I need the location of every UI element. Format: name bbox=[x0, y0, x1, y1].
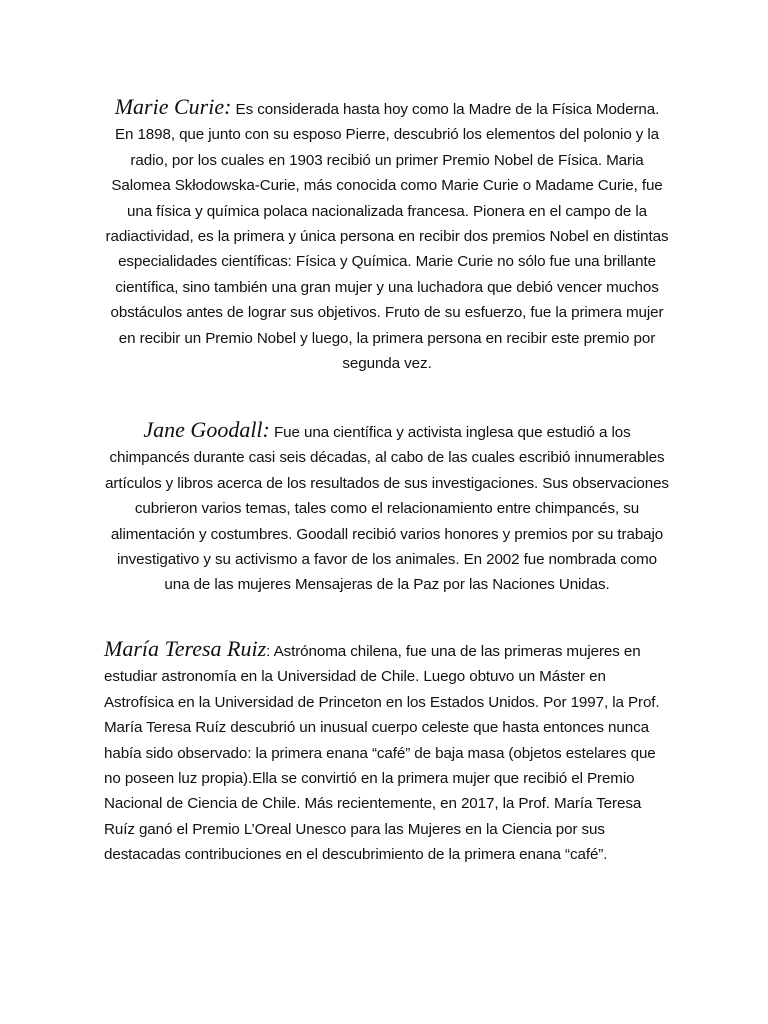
biography-name-heading: Jane Goodall: bbox=[143, 417, 270, 442]
biography-paragraph-marie-curie bbox=[104, 94, 670, 376]
biography-name-heading: Marie Curie: bbox=[114, 94, 232, 119]
biography-text: : Astrónoma chilena, fue una de las primeras mujeres en estudiar astronomía en la Universidad de Chile. Luego obtuvo un Máster en Astrofísica en la Universidad de Princeton en los Estados Unidos. Por 1997, la Prof. María Teresa Ruíz descubrió un inusual cuerpo celeste que hasta entonces nunca había sido observado: la primera enana “café” de baja masa (objetos estelares que no poseen luz propia).Ella se convirtió en la primera mujer que recibió el Premio Nacional de Ciencia de Chile. Más recientemente, en 2017, la Prof. María Teresa Ruíz ganó el Premio L’Oreal Unesco para las Mujeres en la Ciencia por sus destacadas contribuciones en el descubrimiento de la primera enana “café”. bbox=[104, 643, 660, 864]
biography-text: Fue una científica y activista inglesa que estudió a los chimpancés durante casi seis décadas, al cabo de las cuales escribió innumerables artículos y libros acerca de los resultados de sus investigaciones. Sus observaciones cubrieron varios temas, tales como el relacionamiento entre chimpancés, su alimentación y costumbres. Goodall recibió varios honores y premios por su trabajo investigativo y su activismo a favor de los animales. En 2002 fue nombrada como una de las mujeres Mensajeras de la Paz por las Naciones Unidas. bbox=[105, 424, 669, 594]
biography-text: Es considerada hasta hoy como la Madre de la Física Moderna. En 1898, que junto con su esposo Pierre, descubrió los elementos del polonio y la radio, por los cuales en 1903 recibió un primer Premio Nobel de Física. Maria Salomea Skłodowska-Curie, más conocida como Marie Curie o Madame Curie, fue una física y química polaca nacionalizada francesa. Pionera en el campo de la radiactividad, es la primera y única persona en recibir dos premios Nobel en distintas especialidades científicas: Física y Química. Marie Curie no sólo fue una brillante científica, sino también una gran mujer y una luchadora que debió vencer muchos obstáculos antes de lograr sus objetivos. Fruto de su esfuerzo, fue la primera mujer en recibir un Premio Nobel y luego, la primera persona en recibir este premio por segunda vez. bbox=[105, 101, 669, 373]
biography-paragraph-maria-teresa-ruiz bbox=[104, 636, 670, 868]
biography-paragraph-jane-goodall bbox=[104, 417, 670, 598]
biography-name-heading: María Teresa Ruiz bbox=[104, 636, 267, 661]
